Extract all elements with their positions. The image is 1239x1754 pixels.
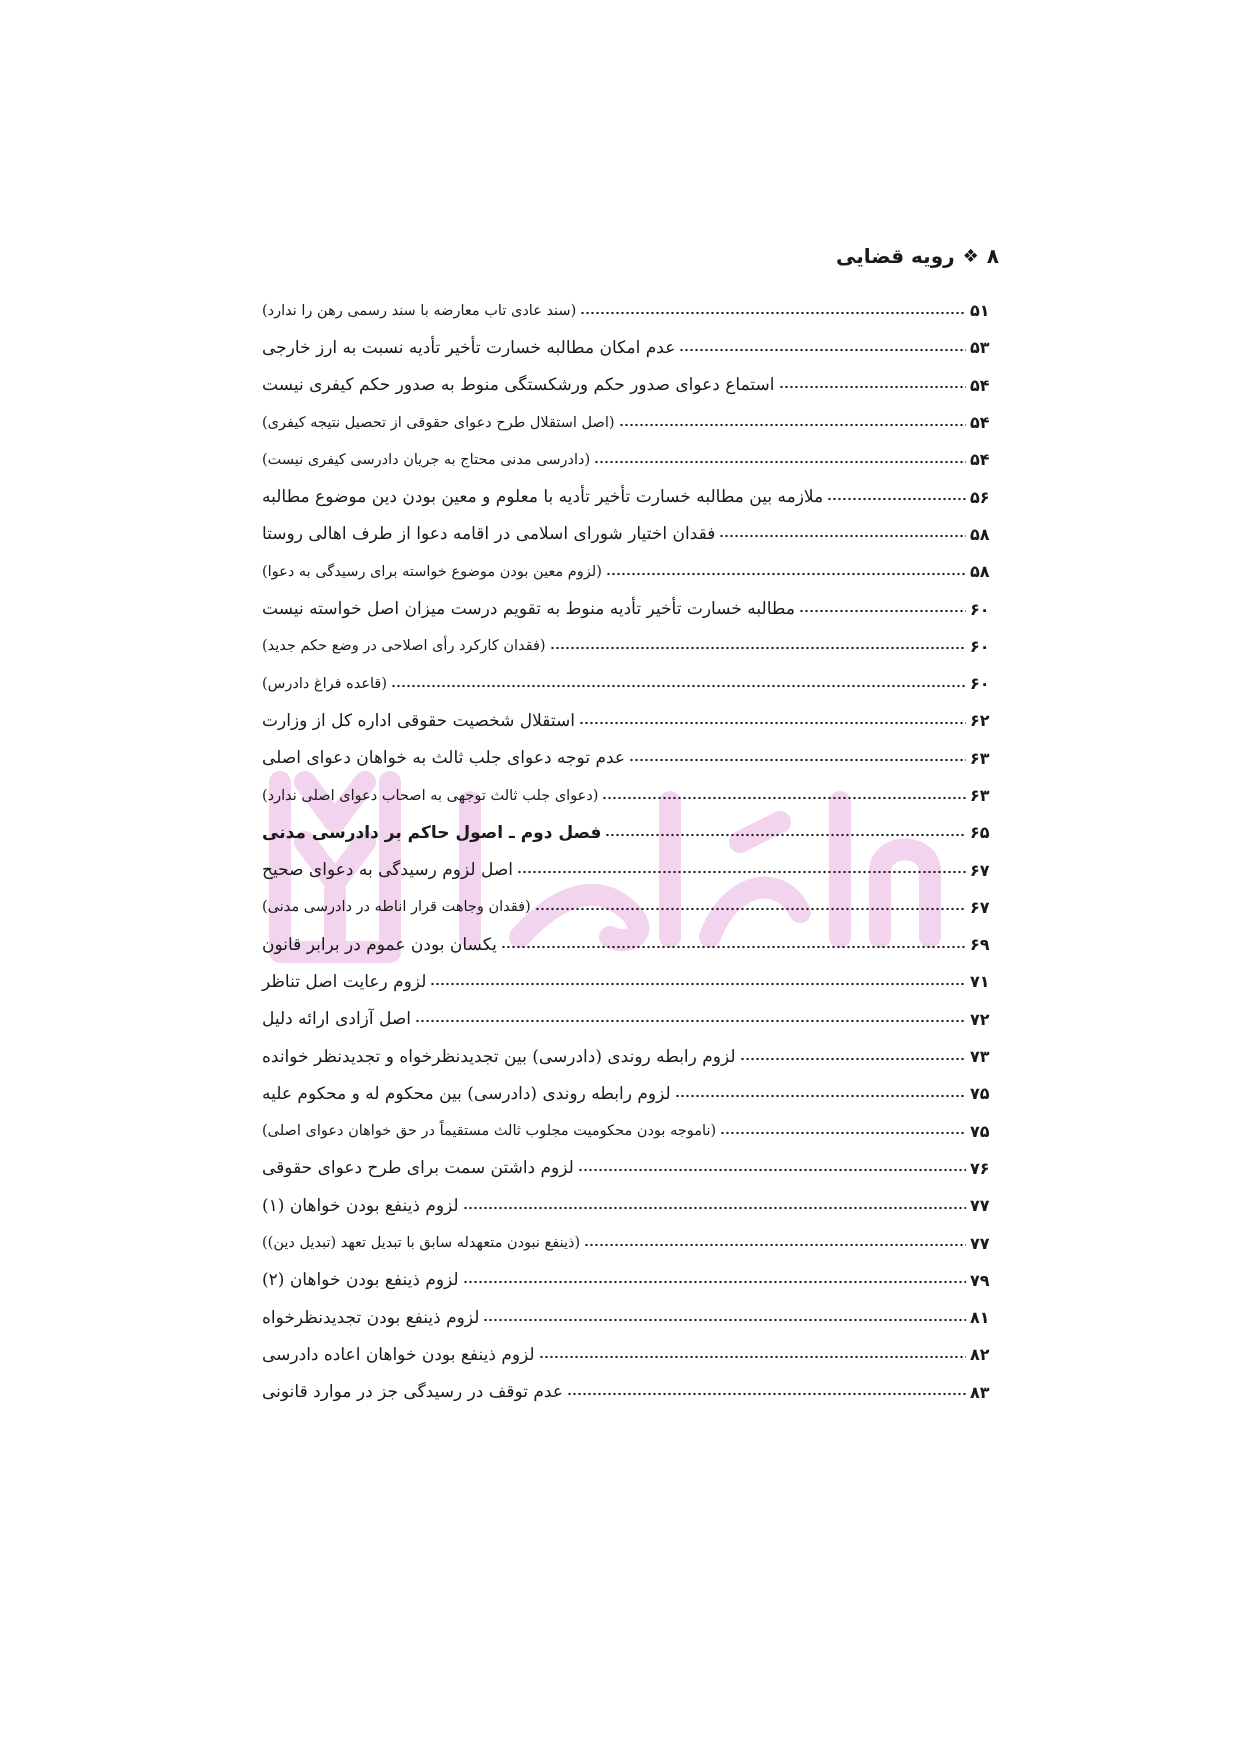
toc-entry-title: (ذینفع نبودن متعهدله سابق با تبدیل تعهد (تبدیل دین)): [262, 1235, 581, 1252]
dot-leader: [675, 1088, 966, 1100]
toc-entry-page: ۶۰: [970, 636, 990, 656]
toc-entry-page: ۵۴: [970, 450, 990, 470]
toc-entry-page: ۶۷: [970, 860, 990, 880]
toc-entry-page: ۷۶: [970, 1158, 990, 1178]
toc-entry: [262, 814, 1000, 851]
toc-entry: [262, 516, 1000, 553]
toc-entry: [262, 1299, 1000, 1336]
toc-entry: [262, 441, 1000, 478]
toc-entry-title: استقلال شخصیت حقوقی اداره کل از وزارت: [262, 710, 575, 731]
toc-entry-page: ۵۸: [970, 562, 990, 582]
book-title: رویه قضایی: [836, 244, 955, 268]
toc-entry: [262, 590, 1000, 627]
toc-entry-title: عدم توقف در رسیدگی جز در موارد قانونی: [262, 1382, 563, 1403]
dot-leader: [430, 976, 966, 988]
toc-entry-title: استماع دعوای صدور حکم ورشکستگی منوط به صدور حکم کیفری نیست: [262, 375, 775, 396]
dot-leader: [567, 1386, 966, 1398]
toc-entry-title: (فقدان وجاهت قرار اناطه در دادرسی مدنی): [262, 899, 531, 916]
toc-entry-page: ۶۰: [970, 599, 990, 619]
toc-entry-title: لزوم ذینفع بودن خواهان اعاده دادرسی: [262, 1344, 535, 1365]
toc-entry: [262, 1150, 1000, 1187]
dot-leader: [550, 640, 966, 652]
dot-leader: [799, 603, 966, 615]
toc-entry-title: عدم توجه دعوای جلب ثالث به خواهان دعوای اصلی: [262, 748, 626, 769]
toc-entry-title: (فقدان کارکرد رأی اصلاحی در وضع حکم جدید): [262, 638, 546, 655]
dot-leader: [463, 1274, 966, 1286]
toc-entry: [262, 740, 1000, 777]
toc-entry-title: لزوم ذینفع بودن خواهان (۱): [262, 1195, 459, 1216]
toc-entry-title: فقدان اختیار شورای اسلامی در اقامه دعوا از طرف اهالی روستا: [262, 524, 716, 545]
toc-entry: [262, 1038, 1000, 1075]
toc-entry: [262, 1075, 1000, 1112]
toc-entry-title: لزوم ذینفع بودن خواهان (۲): [262, 1270, 459, 1291]
toc-entry-title: (قاعده فراغ دادرس): [262, 675, 387, 692]
toc-entry-title: فصل دوم ـ اصول حاکم بر دادرسی مدنی: [262, 822, 602, 843]
toc-entry: [262, 1224, 1000, 1261]
dot-leader: [463, 1200, 966, 1212]
toc-entry: [262, 665, 1000, 702]
toc-entry: [262, 404, 1000, 441]
toc-entry-page: ۶۷: [970, 897, 990, 917]
dot-leader: [578, 1162, 966, 1174]
toc-entry-page: ۵۸: [970, 524, 990, 544]
dot-leader: [517, 864, 966, 876]
toc-entry-title: یکسان بودن عموم در برابر قانون: [262, 934, 497, 955]
toc-entry-page: ۷۳: [970, 1047, 990, 1067]
dot-leader: [535, 901, 966, 913]
toc-entry-page: ۵۴: [970, 375, 990, 395]
toc-entry-title: اصل آزادی ارائه دلیل: [262, 1009, 412, 1030]
toc-entry: [262, 1001, 1000, 1038]
toc-entry-title: لزوم داشتن سمت برای طرح دعوای حقوقی: [262, 1158, 574, 1179]
toc-entry-title: لزوم رابطه روندی (دادرسی) بین محکوم له و محکوم علیه: [262, 1083, 671, 1104]
toc-entry: [262, 553, 1000, 590]
dot-leader: [679, 342, 966, 354]
dot-leader: [629, 752, 966, 764]
toc-entry: [262, 963, 1000, 1000]
dot-leader: [606, 566, 966, 578]
toc-entry-page: ۶۳: [970, 748, 990, 768]
toc-entry-page: ۸۳: [970, 1382, 990, 1402]
toc-entry-title: لزوم رعایت اصل تناظر: [262, 971, 427, 992]
page-header: [836, 244, 999, 268]
page-number: ۸: [986, 244, 999, 268]
dot-leader: [602, 790, 966, 802]
dot-leader: [605, 827, 966, 839]
toc-entry-title: مطالبه خسارت تأخیر تأدیه منوط به تقویم درست میزان اصل خواسته نیست: [262, 599, 795, 620]
table-of-contents: [262, 292, 1000, 1411]
toc-entry-title: لزوم رابطه روندی (دادرسی) بین تجدیدنظرخواه و تجدیدنظر خوانده: [262, 1046, 736, 1067]
toc-entry: [262, 1374, 1000, 1411]
toc-entry-page: ۸۱: [970, 1308, 990, 1328]
toc-entry-page: ۶۳: [970, 786, 990, 805]
dot-leader: [579, 715, 966, 727]
toc-entry-page: ۷۹: [970, 1270, 990, 1290]
toc-entry-title: (دادرسی مدنی محتاج به جریان دادرسی کیفری نیست): [262, 451, 591, 468]
toc-entry: [262, 628, 1000, 665]
dot-leader: [483, 1312, 966, 1324]
toc-entry-title: اصل لزوم رسیدگی به دعوای صحیح: [262, 860, 513, 881]
toc-entry: [262, 367, 1000, 404]
dot-leader: [580, 305, 966, 317]
toc-entry: [262, 926, 1000, 963]
toc-entry: [262, 478, 1000, 515]
toc-entry-page: ۷۲: [970, 1009, 990, 1029]
toc-entry: [262, 1262, 1000, 1299]
dot-leader: [720, 1125, 966, 1137]
toc-entry: [262, 889, 1000, 926]
toc-entry-page: ۶۹: [970, 935, 990, 955]
toc-entry-page: ۵۱: [970, 301, 990, 321]
toc-entry-page: ۸۲: [970, 1345, 990, 1365]
toc-entry-title: لزوم ذینفع بودن تجدیدنظرخواه: [262, 1307, 480, 1328]
toc-entry-title: (دعوای جلب ثالث توجهی به اصحاب دعوای اصلی ندارد): [262, 787, 599, 804]
toc-entry-title: (سند عادی تاب معارضه با سند رسمی رهن را ندارد): [262, 302, 577, 319]
dot-leader: [415, 1013, 966, 1025]
toc-entry-page: ۵۴: [970, 413, 990, 433]
toc-entry-page: ۶۲: [970, 711, 990, 731]
dot-leader: [779, 379, 966, 391]
dot-leader: [594, 454, 966, 466]
toc-entry: [262, 1187, 1000, 1224]
dot-leader: [740, 1051, 966, 1063]
dot-leader: [391, 678, 966, 690]
toc-entry: [262, 702, 1000, 739]
toc-entry: [262, 329, 1000, 366]
dot-leader: [539, 1349, 966, 1361]
dot-leader: [501, 939, 966, 951]
toc-entry-title: عدم امکان مطالبه خسارت تأخیر تأدیه نسبت به ارز خارجی: [262, 337, 676, 358]
toc-entry-page: ۷۵: [970, 1084, 990, 1104]
dot-leader: [619, 417, 966, 429]
toc-entry-title: (ناموجه بودن محکومیت مجلوب ثالث مستقیماً در حق خواهان دعوای اصلی): [262, 1123, 717, 1140]
toc-entry-page: ۷۱: [970, 972, 990, 992]
toc-entry: [262, 292, 1000, 329]
toc-entry-page: ۵۶: [970, 487, 990, 507]
toc-entry-page: ۶۰: [970, 674, 990, 694]
toc-entry: [262, 1113, 1000, 1150]
toc-entry-title: (لزوم معین بودن موضوع خواسته برای رسیدگی به دعوا): [262, 563, 602, 580]
dot-leader: [827, 491, 966, 503]
toc-entry: [262, 851, 1000, 888]
toc-entry: [262, 777, 1000, 814]
toc-entry-page: ۷۵: [970, 1121, 990, 1141]
four-petal-ornament-icon: ❖: [962, 245, 979, 267]
dot-leader: [719, 528, 966, 540]
toc-entry-title: ملازمه بین مطالبه خسارت تأخیر تأدیه با معلوم و معین بودن دین موضوع مطالبه: [262, 487, 824, 508]
toc-entry-title: (اصل استقلال طرح دعوای حقوقی از تحصیل نتیجه کیفری): [262, 414, 615, 431]
toc-entry: [262, 1336, 1000, 1373]
toc-entry-page: ۷۷: [970, 1196, 990, 1216]
toc-entry-page: ۷۷: [970, 1233, 990, 1253]
dot-leader: [584, 1237, 966, 1249]
toc-entry-page: ۶۵: [970, 823, 990, 843]
toc-entry-page: ۵۳: [970, 338, 990, 358]
